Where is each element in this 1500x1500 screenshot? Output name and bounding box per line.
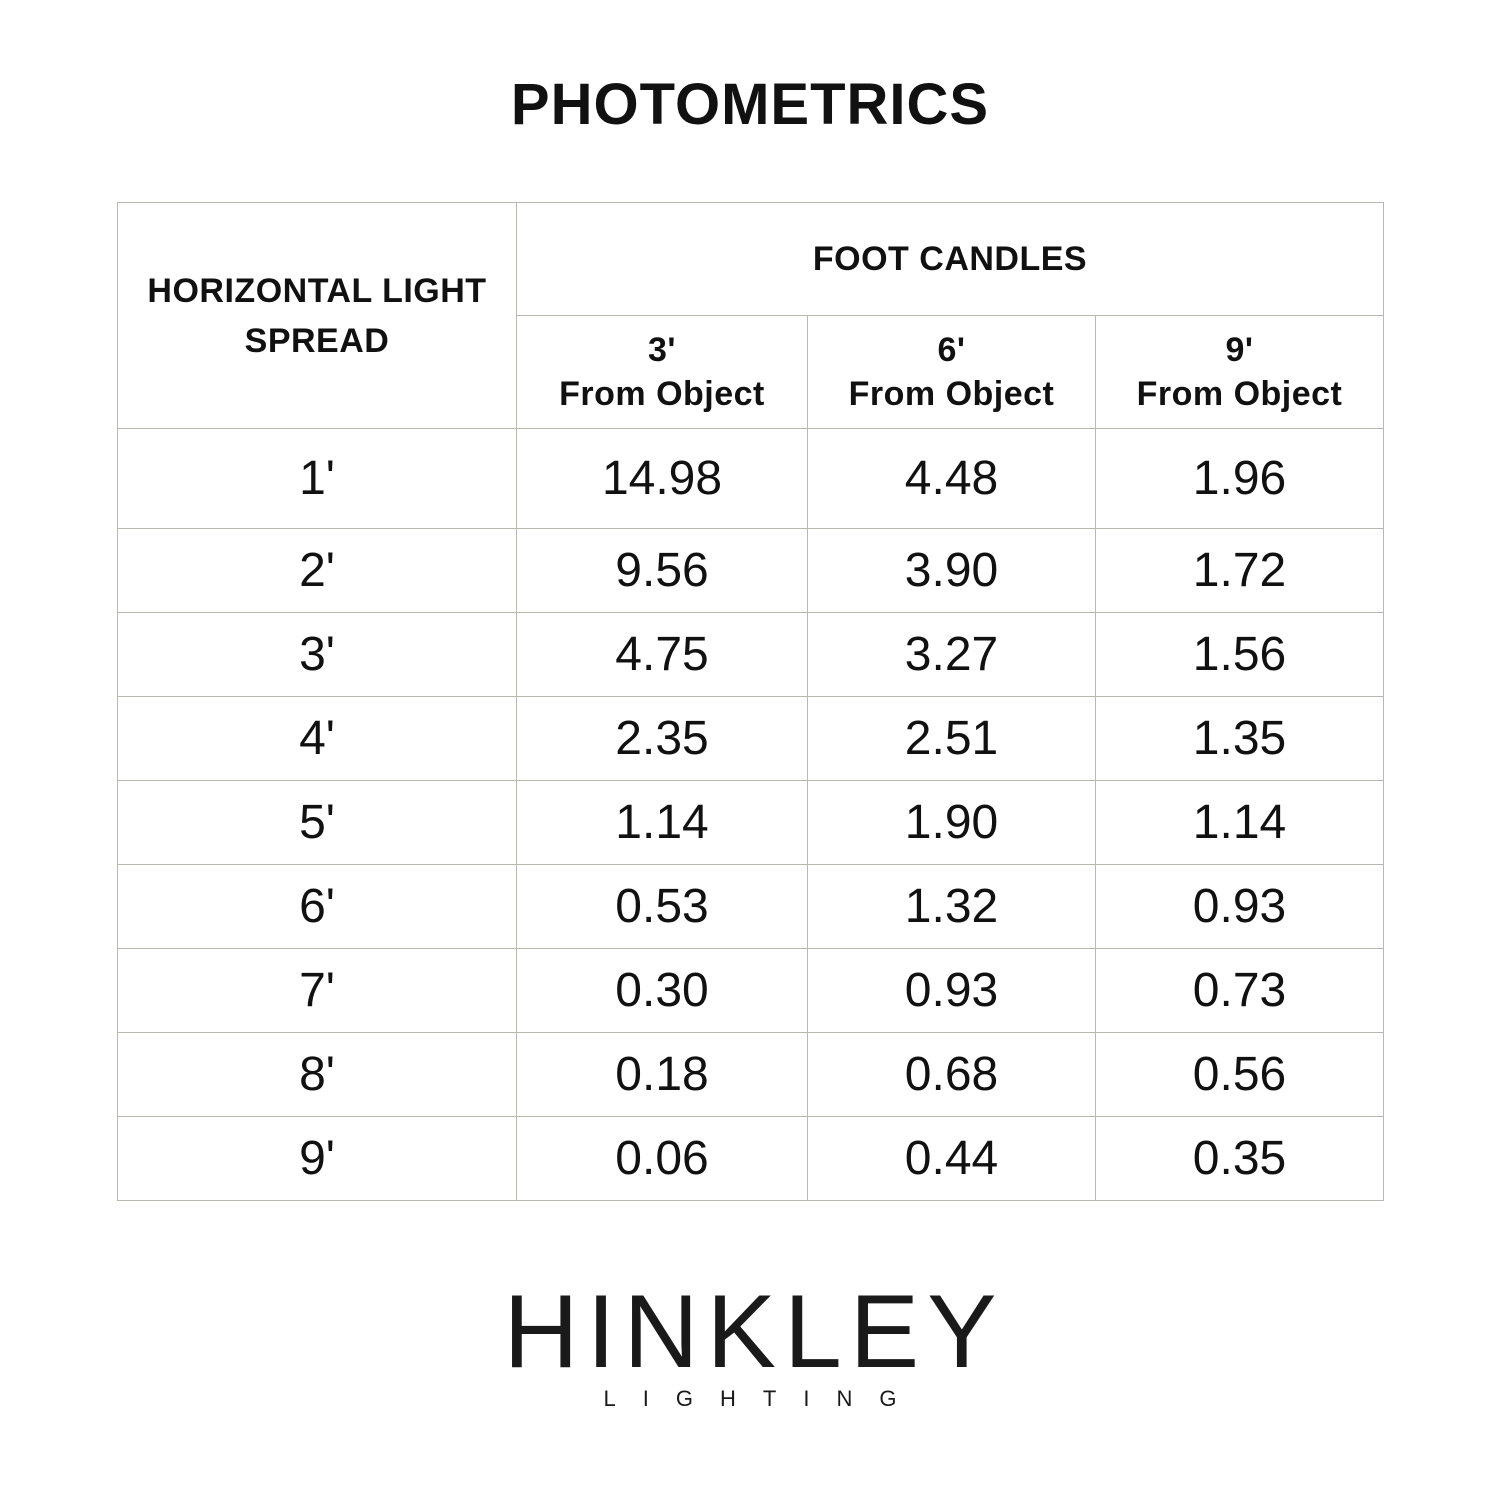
column-header-3ft <box>517 316 808 429</box>
value-cell: 4.75 <box>517 613 808 697</box>
table-row <box>118 613 1384 697</box>
table-body <box>118 429 1384 1201</box>
spread-cell: 3' <box>118 613 517 697</box>
value-cell: 1.14 <box>1096 781 1384 865</box>
spread-cell: 1' <box>118 429 517 529</box>
column-label: From Object <box>1136 375 1343 413</box>
column-label: From Object <box>559 375 765 413</box>
value-cell: 1.56 <box>1096 613 1384 697</box>
hinkley-logo <box>0 1274 1500 1414</box>
table-header-row <box>118 203 1384 316</box>
row-header-label: HORIZONTAL LIGHT SPREAD <box>147 271 487 360</box>
table-row <box>118 1117 1384 1201</box>
value-cell: 0.06 <box>517 1117 808 1201</box>
value-cell: 1.14 <box>517 781 808 865</box>
group-header-label: FOOT CANDLES <box>812 240 1088 278</box>
table-row <box>118 529 1384 613</box>
value-cell: 0.44 <box>808 1117 1096 1201</box>
value-cell: 0.35 <box>1096 1117 1384 1201</box>
value-cell: 3.90 <box>808 529 1096 613</box>
table-row <box>118 429 1384 529</box>
group-header-cell <box>517 203 1384 316</box>
spread-cell: 7' <box>118 949 517 1033</box>
value-cell: 0.93 <box>1096 865 1384 949</box>
column-header-6ft <box>808 316 1096 429</box>
spread-cell: 4' <box>118 697 517 781</box>
value-cell: 14.98 <box>517 429 808 529</box>
value-cell: 0.93 <box>808 949 1096 1033</box>
value-cell: 1.90 <box>808 781 1096 865</box>
value-cell: 1.35 <box>1096 697 1384 781</box>
column-label: From Object <box>848 375 1055 413</box>
table-row <box>118 781 1384 865</box>
table-row <box>118 1033 1384 1117</box>
value-cell: 1.32 <box>808 865 1096 949</box>
value-cell: 2.51 <box>808 697 1096 781</box>
value-cell: 0.68 <box>808 1033 1096 1117</box>
value-cell: 3.27 <box>808 613 1096 697</box>
spread-cell: 5' <box>118 781 517 865</box>
spread-cell: 6' <box>118 865 517 949</box>
photometrics-table <box>117 202 1384 1201</box>
value-cell: 0.56 <box>1096 1033 1384 1117</box>
column-distance: 9' <box>1225 331 1254 369</box>
table-row <box>118 865 1384 949</box>
value-cell: 4.48 <box>808 429 1096 529</box>
value-cell: 2.35 <box>517 697 808 781</box>
value-cell: 9.56 <box>517 529 808 613</box>
column-distance: 3' <box>648 331 676 369</box>
value-cell: 0.53 <box>517 865 808 949</box>
spread-cell: 9' <box>118 1117 517 1201</box>
logo-wordmark: HINKLEY <box>503 1274 1005 1390</box>
row-header-cell <box>118 203 517 429</box>
column-distance: 6' <box>937 331 966 369</box>
value-cell: 0.30 <box>517 949 808 1033</box>
value-cell: 1.96 <box>1096 429 1384 529</box>
page-title: PHOTOMETRICS <box>510 72 990 137</box>
value-cell: 0.18 <box>517 1033 808 1117</box>
logo-subtitle: LIGHTING <box>603 1386 924 1411</box>
column-header-9ft <box>1096 316 1384 429</box>
value-cell: 1.72 <box>1096 529 1384 613</box>
table-row <box>118 949 1384 1033</box>
spread-cell: 2' <box>118 529 517 613</box>
value-cell: 0.73 <box>1096 949 1384 1033</box>
spread-cell: 8' <box>118 1033 517 1117</box>
table-row <box>118 697 1384 781</box>
